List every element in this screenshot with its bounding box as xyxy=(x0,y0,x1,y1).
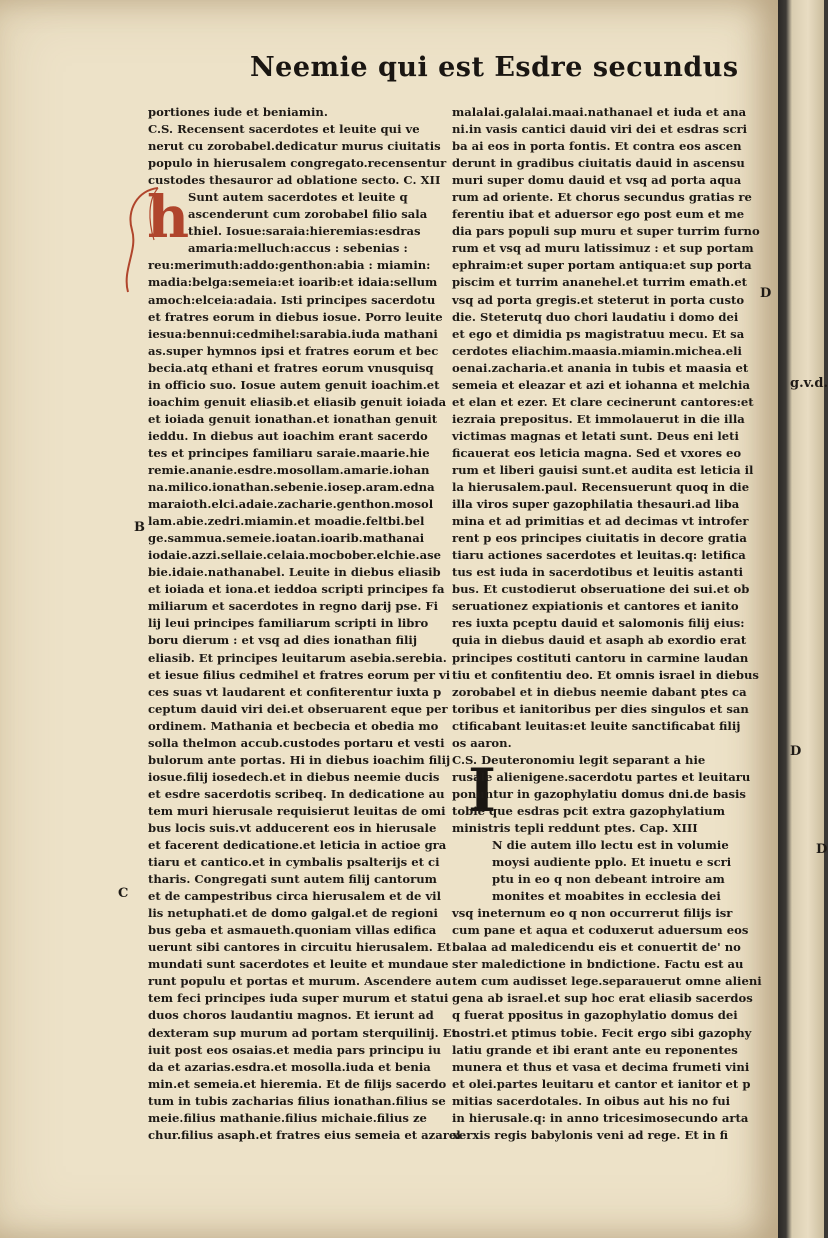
text-line: meie.filius mathanie.filius michaie.filius ze xyxy=(148,1110,427,1125)
text-line: madia:belga:semeia:et ioarib:et idaia:sellum xyxy=(148,275,438,290)
text-line: ceptum dauid viri dei.et obseruarent eque per xyxy=(148,701,448,716)
text-line: min.et semeia.et hieremia. Et de filijs sacerdo xyxy=(148,1076,447,1091)
text-line: et ioiada et iona.et ieddoa scripti principes fa xyxy=(148,582,445,597)
text-line: runt populu et portas et murum. Ascendere au xyxy=(148,974,452,989)
text-line: bulorum ante portas. Hi in diebus ioachim filij xyxy=(148,752,451,767)
text-line: quia in diebus dauid et asaph ab exordio erat xyxy=(452,633,747,648)
text-line: mundati sunt sacerdotes et leuite et mundaue xyxy=(148,957,449,972)
text-line: semeia et eleazar et azi et iohanna et melchia xyxy=(452,377,750,392)
text-line: tiaru actiones sacerdotes et leuitas.q: letifica xyxy=(452,548,746,563)
text-line: et esdre sacerdotis scribeq. In dedicatione au xyxy=(148,786,445,801)
text-line: N die autem illo lectu est in volumie xyxy=(492,838,729,853)
text-line: seruationez expiationis et cantores et ianito xyxy=(452,599,739,614)
text-line: ctificabant leuitas:et leuite sanctificabat filij xyxy=(452,718,741,733)
text-line: tem feci principes iuda super murum et statui xyxy=(148,991,449,1006)
text-line: et iesue filius cedmihel et fratres eorum per vi xyxy=(148,667,451,682)
text-line: da et azarias.esdra.et mosolla.iuda et benia xyxy=(148,1059,431,1074)
text-line: ces suas vt laudarent et confiterentur iuxta p xyxy=(148,684,442,699)
text-line: portiones iude et beniamin. xyxy=(148,105,328,119)
text-line: muri super domu dauid et vsq ad porta aqua xyxy=(452,173,742,188)
text-line: rum et liberi gauisi sunt.et audita est leticia il xyxy=(452,462,754,477)
facing-page-edge xyxy=(778,0,824,1238)
text-line: zorobabel et in diebus neemie dabant ptes ca xyxy=(452,684,747,699)
text-line: ephraim:et super portam antiqua:et sup porta xyxy=(452,258,752,273)
text-line: iuit post eos osaias.et media pars principu iu xyxy=(148,1042,441,1057)
text-line: principes costituti cantoru in carmine laudan xyxy=(452,650,749,665)
text-line: et ego et dimidia ps magistratuu mecu. Et sa xyxy=(452,326,745,341)
text-line: monites et moabites in ecclesia dei xyxy=(492,889,721,904)
text-line: ordinem. Mathania et becbecia et obedia mo xyxy=(148,718,439,733)
text-line: tiu et confitentiu deo. Et omnis israel in diebus xyxy=(452,667,759,682)
text-line: illa viros super gazophilatia thesauri.ad liba xyxy=(452,497,740,512)
text-line: reu:merimuth:addo:genthon:abia : miamin: xyxy=(148,258,431,273)
text-line: rum ad oriente. Et chorus secundus gratias re xyxy=(452,190,752,205)
text-line: bus locis suis.vt adducerent eos in hierusale xyxy=(148,820,437,835)
text-line: vsq ad porta gregis.et steterut in porta custo xyxy=(452,292,745,307)
text-line: uerunt sibi cantores in circuitu hierusalem. Et xyxy=(148,940,452,955)
initial-i: I xyxy=(468,756,497,826)
text-line: iodaie.azzi.sellaie.celaia.mocbober.elchie.ase xyxy=(148,548,442,563)
text-line: tum in tubis zacharias filius ionathan.filius se xyxy=(148,1093,446,1108)
text-line: mitias sacerdotales. In oibus aut his no fui xyxy=(452,1093,731,1108)
text-line: becia.atq ethani et fratres eorum vnusquisq xyxy=(148,360,434,375)
text-line: oenai.zacharia.et anania in tubis et maasia et xyxy=(452,360,749,375)
text-line: eliasib. Et principes leuitarum asebia.serebia. xyxy=(148,650,447,665)
text-line: amoch:elceia:adaia. Isti principes sacerdotu xyxy=(148,292,436,307)
text-line: bus. Et custodierut obseruatione dei sui.et ob xyxy=(452,582,750,597)
text-line: xerxis regis babylonis veni ad rege. Et in fi xyxy=(452,1127,729,1142)
text-line: die. Steterutq duo chori laudatiu i domo dei xyxy=(452,309,739,324)
text-line: lij leui principes familiarum scripti in libro xyxy=(148,616,429,631)
text-line: boru dierum : et vsq ad dies ionathan filij xyxy=(148,633,418,648)
text-line: in hierusale.q: in anno tricesimosecundo arta xyxy=(452,1110,749,1125)
text-line: piscim et turrim ananehel.et turrim emath.et xyxy=(452,275,747,290)
text-line: tes et principes familiaru saraie.maarie.hie xyxy=(148,445,430,460)
text-line: gena ab israel.et sup hoc erat eliasib sacerdos xyxy=(452,991,753,1006)
text-line: latiu grande et ibi erant ante eu reponentes xyxy=(452,1042,738,1057)
text-line: miliarum et sacerdotes in regno darij pse. Fi xyxy=(148,599,439,614)
margin-letter-b: B xyxy=(134,520,145,535)
text-line: duos choros laudantiu magnos. Et ierunt ad xyxy=(148,1008,434,1023)
margin-letter-c: C xyxy=(118,886,129,901)
text-line: munera et thus et vasa et decima frumeti vini xyxy=(452,1059,750,1074)
rubric-line: C.S. Deuteronomiu legit separant a hie xyxy=(452,752,706,767)
text-line: lis netuphati.et de domo galgal.et de regioni xyxy=(148,906,438,921)
text-line: et de campestribus circa hierusalem et de vil xyxy=(148,889,441,904)
text-line: ferentiu ibat et aduersor ego post eum et me xyxy=(452,207,745,222)
text-line: ficauerat eos leticia magna. Sed et vxores eo xyxy=(452,445,742,460)
text-line: nerut cu zorobabel.dedicatur murus ciuitatis xyxy=(148,139,441,154)
text-line: ponuntur in gazophylatiu domus dni.de basis xyxy=(452,786,746,801)
text-line: derunt in gradibus ciuitatis dauid in ascensu xyxy=(452,156,745,171)
facing-page-letter: D xyxy=(790,744,802,759)
text-line: ni.in vasis cantici dauid viri dei et esdras scri xyxy=(452,122,748,137)
text-line: Sunt autem sacerdotes et leuite q xyxy=(188,190,408,205)
text-line: et fratres eorum in diebus iosue. Porro leuite xyxy=(148,309,443,324)
text-line: amaria:melluch:accus : sebenias : xyxy=(188,241,408,256)
margin-letter-d: D xyxy=(760,286,772,301)
text-line: ba ai eos in porta fontis. Et contra eos ascen xyxy=(452,139,742,154)
text-line: et ioiada genuit ionathan.et ionathan genuit xyxy=(148,411,438,426)
text-line: balaa ad maledicendu eis et conuertit de' no xyxy=(452,940,741,955)
text-line: q fuerat ppositus in gazophylatio domus dei xyxy=(452,1008,738,1023)
text-line: cerdotes eliachim.maasia.miamin.michea.eli xyxy=(452,343,742,358)
text-line: ioachim genuit eliasib.et eliasib genuit ioiada xyxy=(148,394,447,409)
text-line: solla thelmon accub.custodes portaru et vesti xyxy=(148,735,445,750)
text-line: et elan et ezer. Et clare cecinerunt cantores:et xyxy=(452,394,754,409)
text-line: iezraia prepositus. Et immolauerut in die illa xyxy=(452,411,745,426)
text-line: ster maledictione in bndictione. Factu est au xyxy=(452,957,744,972)
text-line: tus est iuda in sacerdotibus et leuitis astanti xyxy=(452,565,744,580)
text-line: cum pane et aqua et coduxerut aduersum eos xyxy=(452,923,749,938)
text-line: et olei.partes leuitaru et cantor et ianitor et p xyxy=(452,1076,751,1091)
text-line: tem cum audisset lege.separauerut omne alieni xyxy=(452,974,762,989)
text-line: chur.filius asaph.et fratres eius semeia et azarel xyxy=(148,1127,461,1142)
text-line: et facerent dedicatione.et leticia in actioe gra xyxy=(148,838,447,853)
text-line: rent p eos principes ciuitatis in decore gratia xyxy=(452,531,747,546)
text-line: as.super hymnos ipsi et fratres eorum et bec xyxy=(148,343,439,358)
text-line: tharis. Congregati sunt autem filij cantorum xyxy=(148,872,437,887)
text-line: moysi audiente pplo. Et inuetu e scri xyxy=(492,855,732,870)
chapter-heading: ministris tepli reddunt ptes. Cap. XIII xyxy=(452,820,698,835)
red-initial-h: h xyxy=(147,183,190,251)
text-line: tiaru et cantico.et in cymbalis psalterijs et ci xyxy=(148,855,440,870)
text-line: populo in hierusalem congregato.recensentur xyxy=(148,156,447,171)
text-line: mina et ad primitias et ad decimas vt introfer xyxy=(452,514,749,529)
facing-page-note: g.v.d. xyxy=(790,376,828,391)
rubric-line: C.S. Recensent sacerdotes et leuite qui ve xyxy=(148,122,420,137)
text-line: rusale alienigene.sacerdotu partes et leuitaru xyxy=(452,769,751,784)
text-line: dia pars populi sup muru et super turrim furno xyxy=(452,224,760,239)
text-line: bus geba et asmaueth.quoniam villas edifica xyxy=(148,923,437,938)
text-line: thiel. Iosue:saraia:hieremias:esdras xyxy=(188,224,421,239)
right-text-column xyxy=(452,104,762,1142)
text-line: dexteram sup murum ad portam sterquilinij. Et xyxy=(148,1025,457,1040)
text-line: malalai.galalai.maai.nathanael et iuda et ana xyxy=(452,105,747,119)
text-line: iesua:bennui:cedmihel:sarabia.iuda mathani xyxy=(148,326,438,341)
chapter-heading: custodes thesauror ad oblatione secto. C. XII xyxy=(148,173,441,188)
text-line: toribus et ianitoribus per dies singulos et san xyxy=(452,701,749,716)
text-line: in officio suo. Iosue autem genuit ioachim.et xyxy=(148,377,440,392)
text-line: rum et vsq ad muru latissimuz : et sup portam xyxy=(452,241,754,256)
text-line: vsq ineternum eo q non occurrerut filijs isr xyxy=(452,906,733,921)
text-line: maraioth.elci.adaie.zacharie.genthon.mosol xyxy=(148,497,434,512)
text-line: os aaron. xyxy=(452,735,512,750)
text-line: na.milico.ionathan.sebenie.iosep.aram.edna xyxy=(148,480,435,495)
text-line: victimas magnas et letati sunt. Deus eni leti xyxy=(452,428,739,443)
text-line: tem muri hierusale requisierut leuitas de omi xyxy=(148,803,446,818)
text-line: remie.ananie.esdre.mosollam.amarie.iohan xyxy=(148,462,430,477)
text-line: ge.sammua.semeie.ioatan.ioarib.mathanai xyxy=(148,531,425,546)
text-line: ieddu. In diebus aut ioachim erant sacerdo xyxy=(148,428,428,443)
text-line: ptu in eo q non debeant introire am xyxy=(492,872,725,887)
text-line: la hierusalem.paul. Recensuerunt quoq in die xyxy=(452,480,750,495)
text-line: lam.abie.zedri.miamin.et moadie.feltbi.bel xyxy=(148,514,425,529)
running-title: Neemie qui est Esdre secundus xyxy=(250,52,739,83)
text-line: ascenderunt cum zorobabel filio sala xyxy=(188,207,428,222)
left-text-column xyxy=(148,104,461,1142)
text-line: tobie que esdras pcit extra gazophylatium xyxy=(452,803,725,818)
facing-page-letter-lower: D xyxy=(816,842,828,857)
text-line: nostri.et ptimus tobie. Fecit ergo sibi gazophy xyxy=(452,1025,752,1040)
text-line: bie.idaie.nathanabel. Leuite in diebus eliasib xyxy=(148,565,441,580)
text-line: iosue.filij iosedech.et in diebus neemie ducis xyxy=(148,769,440,784)
text-line: res iuxta pceptu dauid et salomonis filij eius: xyxy=(452,616,745,631)
